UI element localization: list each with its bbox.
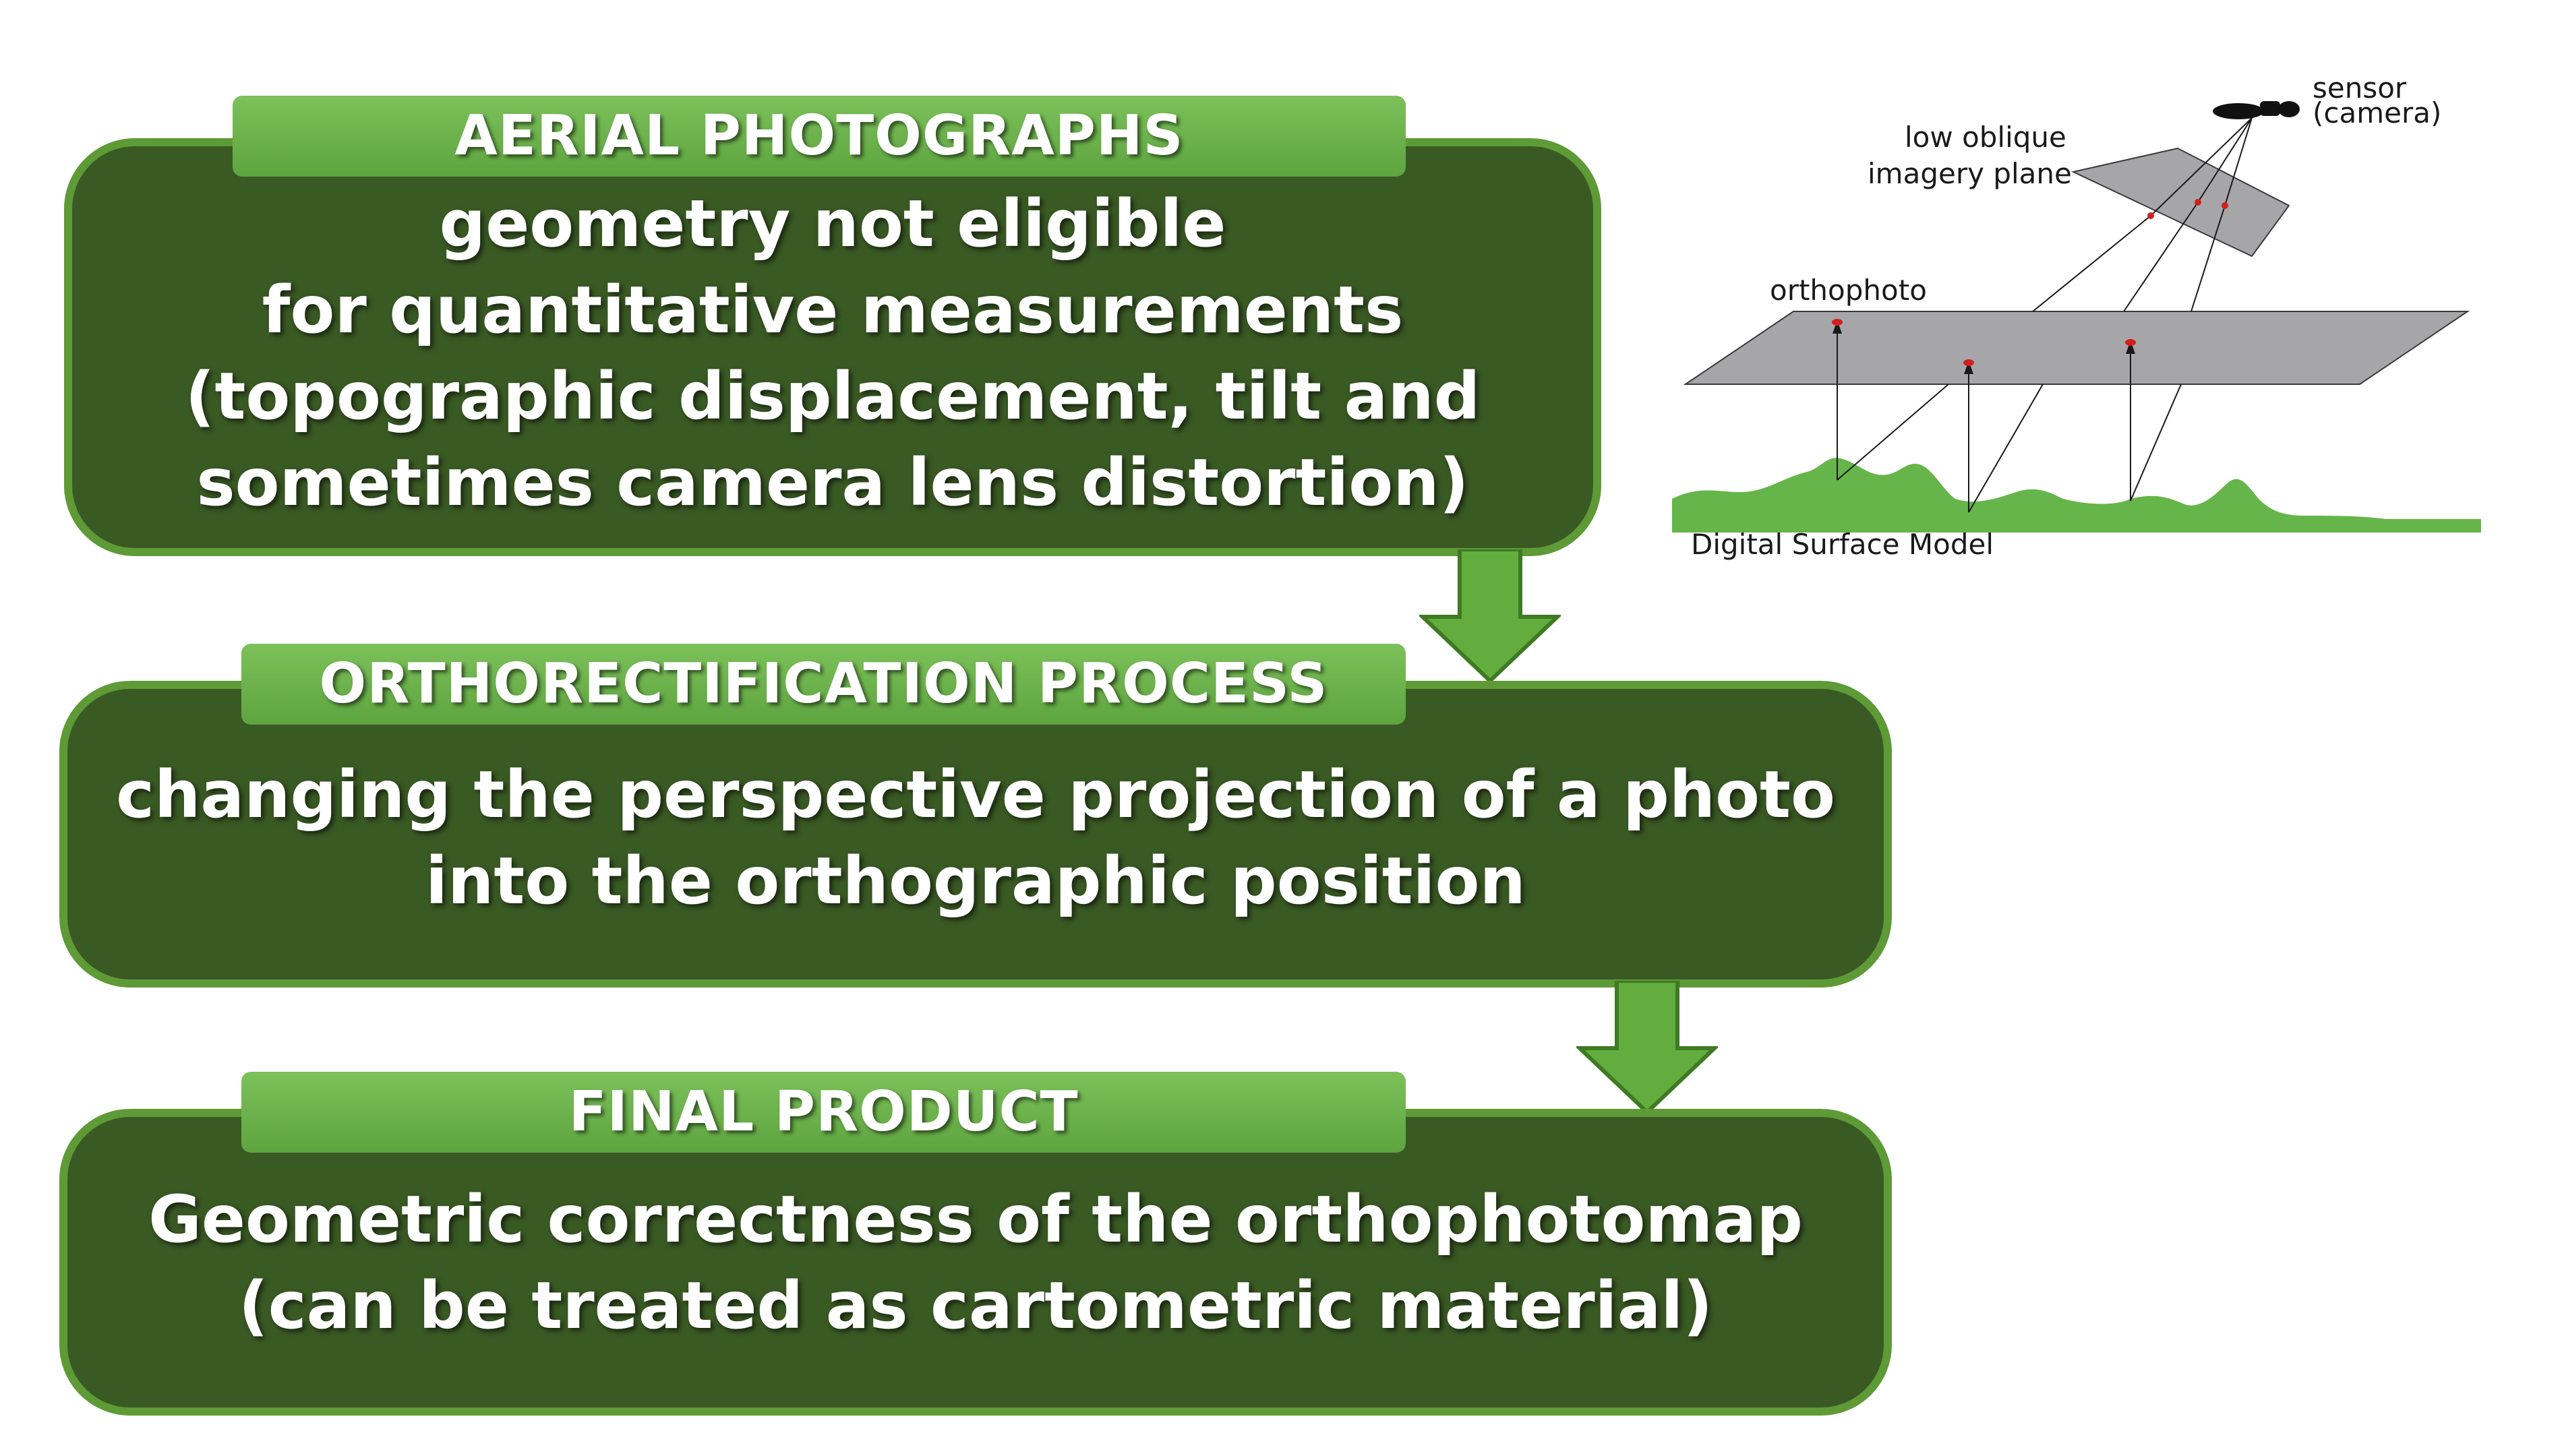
imagery-plane-label: low oblique	[1905, 121, 2066, 154]
aerial-photographs-text	[64, 181, 1601, 526]
aerial-photographs-tab: AERIAL PHOTOGRAPHS	[233, 96, 1406, 177]
down-arrow-icon	[1419, 549, 1561, 684]
sensor-label: sensor	[2313, 71, 2407, 104]
projection-ray	[2124, 202, 2198, 311]
camera-icon	[2213, 101, 2300, 119]
text-line: (can be treated as cartometric material)	[238, 1268, 1713, 1343]
text-line: into the orthographic position	[425, 843, 1526, 919]
imagery-plane-label: imagery plane	[1868, 157, 2072, 190]
digital-surface-model-terrain	[1672, 458, 2481, 533]
text-line: geometry not eligible	[439, 186, 1226, 262]
final-product-tab: FINAL PRODUCT	[241, 1072, 1406, 1153]
text-line: (topographic displacement, tilt and	[185, 359, 1481, 434]
orthorectification-text	[59, 752, 1892, 924]
orthophoto-projection-illustration	[1659, 67, 2495, 593]
sensor-label: (camera)	[2313, 96, 2442, 129]
down-arrow-icon	[1576, 981, 1718, 1116]
text-line: sometimes camera lens distortion)	[196, 445, 1469, 520]
projection-ray	[2131, 384, 2181, 501]
final-product-text	[59, 1176, 1892, 1349]
imagery-plane	[2073, 148, 2289, 256]
text-line: for quantitative measurements	[262, 272, 1404, 348]
orthophoto-label: orthophoto	[1770, 274, 1927, 307]
orthophoto-plane	[1686, 311, 2468, 384]
text-line: changing the perspective projection of a photo	[116, 757, 1835, 832]
text-line: Geometric correctness of the orthophotomap	[148, 1182, 1803, 1257]
projection-ray	[1837, 384, 1948, 480]
dsm-label: Digital Surface Model	[1691, 528, 1994, 561]
orthorectification-tab: ORTHORECTIFICATION PROCESS	[241, 644, 1406, 725]
